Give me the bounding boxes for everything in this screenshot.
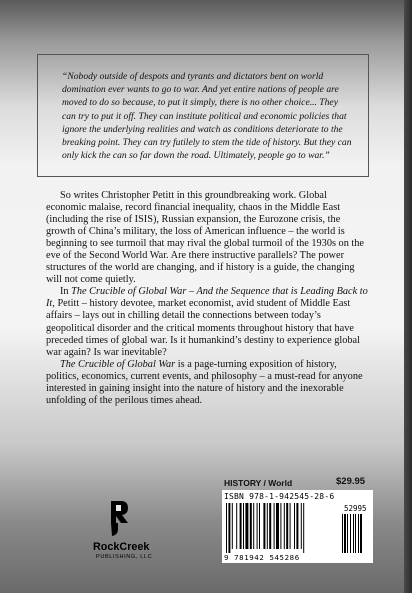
book-title-long: The Crucible of Global War – And the Sequence that is Leading Back to It: [46, 286, 368, 310]
publisher-subtitle: PUBLISHING, LLC: [96, 554, 153, 560]
quote-text: [62, 70, 354, 162]
rockcreek-logo-icon: [108, 499, 130, 542]
isbn-barcode-block: [222, 490, 373, 563]
price-label: $29.95: [336, 476, 366, 487]
description-paragraph-1: So writes Christopher Petitt in this groundbreaking work. Global economic malaise, record financial inequality, chaos in the Middle East (including the rise of ISIS), Russian expansion, the Eurozone crisis, the growth of China’s military, the loss of American influence – the world is beginning to see turmoil that may rival the global turmoil of the 1930s on the eve of the Second World War. Are there instructive parallels? The power structures of the world are changing, and if history is a guide, the changing will not come quietly.: [46, 190, 365, 286]
category-label: HISTORY / World: [224, 478, 293, 488]
book-title-short: The Crucible of Global War: [60, 358, 176, 370]
publisher-name: RockCreek: [93, 541, 150, 553]
description-paragraph-2: [46, 286, 368, 358]
barcode-icon: [224, 503, 371, 553]
quote-box: [37, 54, 369, 177]
isbn-label: ISBN 978-1-942545-28-6: [224, 492, 335, 501]
quote-body: Nobody outside of despots and tyrants and dictators bent on world domination ever wants to go to war. And yet entire nations of people are moved to do so because, to put it simply, there is no other choice... They can try to put it off. They can institute political and economic policies that ignore the underlying realities and watch as conditions deteriorate to the breaking point. They can try futilely to stem the tide of history. But they can only kick the can so far down the road. Ultimately, people go to war.: [62, 71, 352, 162]
para3-rest: is a page-turning exposition of history, politics, economics, current events, and philosophy – a must-read for anyone interested in gaining insight into the nature of history and the inexorable unfolding of the perilous times ahead.: [46, 358, 363, 406]
spine-edge: [404, 0, 412, 593]
description-paragraph-3: [46, 359, 368, 407]
quote-open-mark: “: [62, 71, 68, 82]
para2-rest: , Petitt – history devotee, market economist, avid student of Middle East affairs – lays out in chilling detail the connections between today’s geopolitical disorder and the critical moments throughout history that have preceded times of global war. Is it humankind’s destiny to experience global war again? Is war inevitable?: [46, 298, 360, 358]
para2-lead: In: [60, 286, 72, 298]
isbn-digits: 9 781942 545286: [224, 553, 300, 562]
isbn-addon: 52995: [344, 504, 367, 513]
quote-close-mark: ”: [324, 150, 330, 162]
description: [46, 190, 368, 407]
